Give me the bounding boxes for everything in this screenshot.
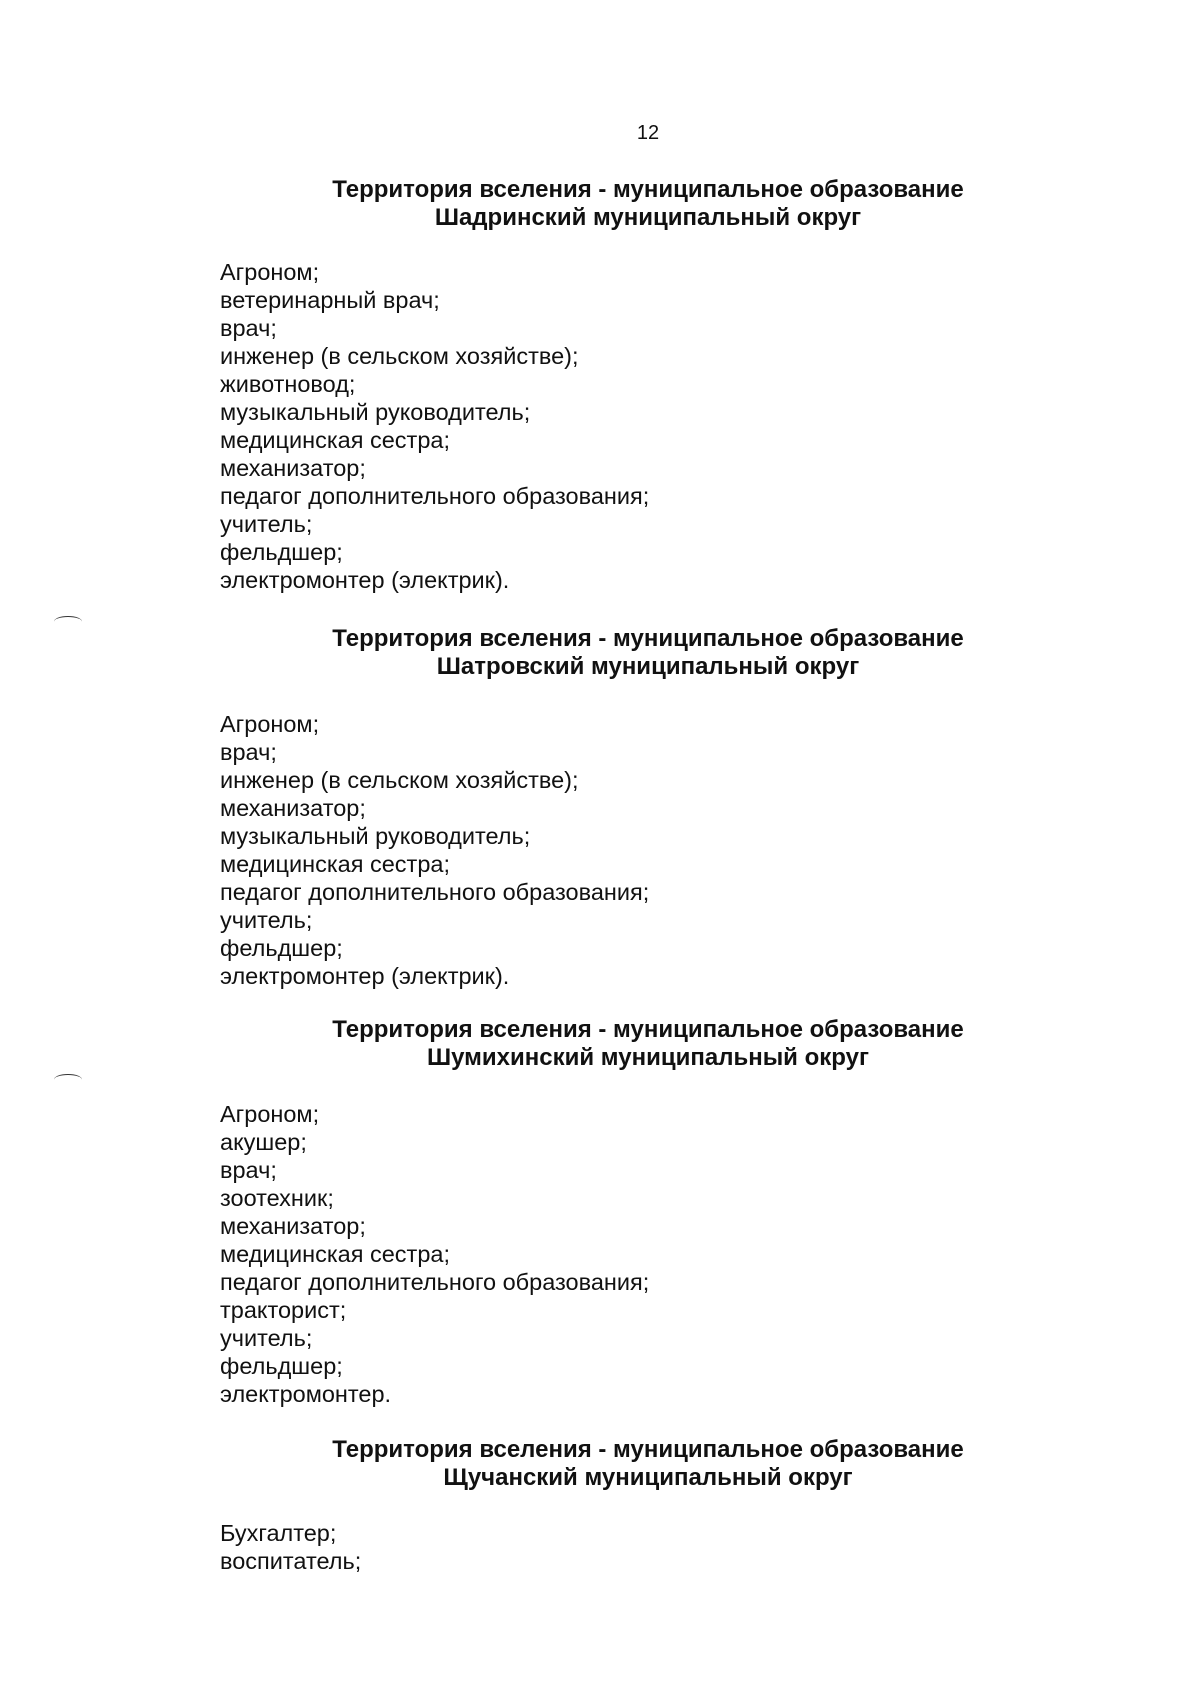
list-item: медицинская сестра;	[220, 1241, 450, 1267]
section-heading-line1: Территория вселения - муниципальное образование	[332, 625, 964, 652]
profession-list	[220, 1519, 361, 1575]
list-item: Бухгалтер;	[220, 1520, 337, 1546]
list-item: фельдшер;	[220, 1353, 343, 1379]
list-item: тракторист;	[220, 1297, 347, 1323]
list-item: зоотехник;	[220, 1185, 334, 1211]
section-heading-line1: Территория вселения - муниципальное образование	[332, 176, 964, 203]
list-item: электромонтер (электрик).	[220, 567, 510, 593]
section-heading	[0, 1016, 1200, 1072]
section-heading	[0, 1436, 1200, 1492]
profession-list	[220, 710, 649, 990]
list-item: механизатор;	[220, 1213, 366, 1239]
section-heading-line2: Шатровский муниципальный округ	[436, 653, 860, 680]
section-heading-line1: Территория вселения - муниципальное образование	[332, 1436, 964, 1463]
list-item: воспитатель;	[220, 1548, 362, 1574]
section-heading-line1: Территория вселения - муниципальное образование	[332, 1016, 964, 1043]
page-number: 12	[636, 122, 660, 144]
list-item: музыкальный руководитель;	[220, 399, 531, 425]
list-item: медицинская сестра;	[220, 851, 450, 877]
section-heading	[0, 176, 1200, 232]
list-item: фельдшер;	[220, 935, 343, 961]
list-item: механизатор;	[220, 455, 366, 481]
profession-list	[220, 1100, 649, 1408]
list-item: врач;	[220, 739, 277, 765]
list-item: инженер (в сельском хозяйстве);	[220, 343, 579, 369]
profession-list	[220, 258, 649, 594]
list-item: врач;	[220, 315, 277, 341]
list-item: Агроном;	[220, 1101, 320, 1127]
list-item: учитель;	[220, 907, 313, 933]
margin-mark	[54, 1074, 82, 1085]
list-item: животновод;	[220, 371, 356, 397]
list-item: учитель;	[220, 1325, 313, 1351]
list-item: Агроном;	[220, 259, 320, 285]
list-item: музыкальный руководитель;	[220, 823, 531, 849]
list-item: электромонтер (электрик).	[220, 963, 510, 989]
list-item: электромонтер.	[220, 1381, 392, 1407]
list-item: механизатор;	[220, 795, 366, 821]
list-item: акушер;	[220, 1129, 307, 1155]
list-item: педагог дополнительного образования;	[220, 483, 650, 509]
list-item: педагог дополнительного образования;	[220, 879, 650, 905]
section-heading-line2: Шадринский муниципальный округ	[434, 204, 862, 231]
section-heading-line2: Шумихинский муниципальный округ	[427, 1044, 869, 1071]
list-item: учитель;	[220, 511, 313, 537]
list-item: врач;	[220, 1157, 277, 1183]
list-item: Агроном;	[220, 711, 320, 737]
list-item: ветеринарный врач;	[220, 287, 440, 313]
list-item: фельдшер;	[220, 539, 343, 565]
section-heading-line2: Щучанский муниципальный округ	[443, 1464, 853, 1491]
list-item: медицинская сестра;	[220, 427, 450, 453]
list-item: инженер (в сельском хозяйстве);	[220, 767, 579, 793]
list-item: педагог дополнительного образования;	[220, 1269, 650, 1295]
section-heading	[0, 625, 1200, 681]
